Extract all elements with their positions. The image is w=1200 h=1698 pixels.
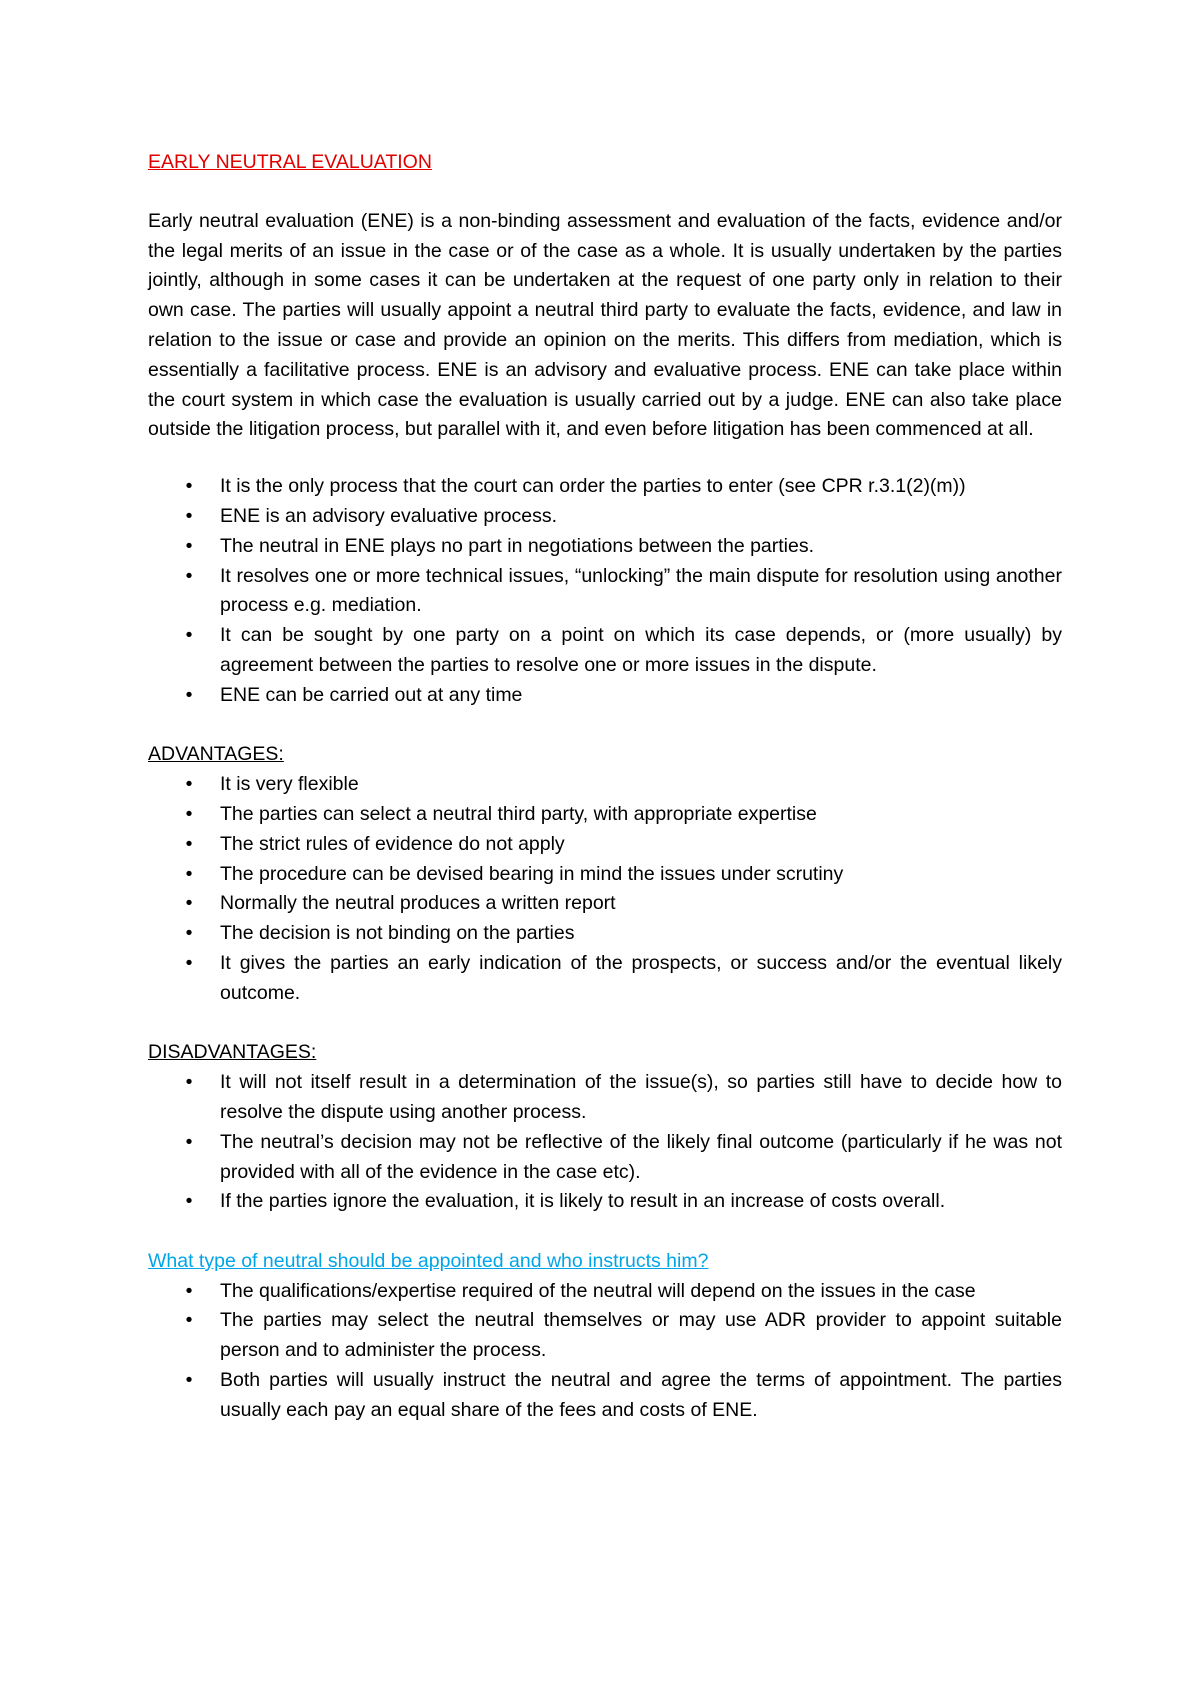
list-item [148,1128,1062,1188]
list-item-text: It gives the parties an early indication of the prospects, or success and/or the eventual likely outcome. [220,951,1062,1004]
advantages-list [148,770,1062,1008]
bullet-icon: • [185,1369,193,1392]
bullet-icon: • [185,1309,193,1332]
list-item-text: It will not itself result in a determination of the issue(s), so parties still have to decide how to resolve the dispute using another process. [220,1071,1062,1123]
list-item-text: The decision is not binding on the parties [220,922,575,945]
list-item [148,830,1062,860]
list-item [148,949,1062,1009]
list-item [148,621,1062,681]
bullet-icon: • [185,892,193,915]
bullet-icon: • [185,504,193,527]
list-item-text: It resolves one or more technical issues, “unlocking” the main dispute for resolution using another process e.g. mediation. [220,564,1062,617]
list-item-text: ENE can be carried out at any time [220,683,523,706]
disadvantages-list [148,1068,1062,1217]
appointment-heading-link[interactable]: What type of neutral should be appointed and who instructs him? [148,1249,709,1272]
list-item-text: The parties may select the neutral themselves or may use ADR provider to appoint suitable person and to administer the process. [220,1309,1062,1362]
main-points-list [148,472,1062,710]
list-item-text: ENE is an advisory evaluative process. [220,504,558,527]
advantages-heading: ADVANTAGES: [148,743,284,766]
bullet-icon: • [185,922,193,945]
bullet-icon: • [185,1190,193,1213]
spacer [148,1217,1062,1247]
bullet-icon: • [185,862,193,885]
list-item-text: If the parties ignore the evaluation, it is likely to result in an increase of costs overall. [220,1190,946,1213]
list-item-text: The procedure can be devised bearing in mind the issues under scrutiny [220,862,844,885]
list-item [148,1187,1062,1217]
bullet-icon: • [185,624,193,647]
bullet-icon: • [185,534,193,557]
spacer [148,1009,1062,1039]
list-item [148,1068,1062,1128]
list-item-text: Normally the neutral produces a written report [220,892,616,915]
list-item-text: Both parties will usually instruct the neutral and agree the terms of appointment. The parties usually each pay an equal share of the fees and costs of ENE. [220,1369,1062,1421]
list-item-text: It can be sought by one party on a point on which its case depends, or (more usually) by agreement between the parties to resolve one or more issues in the dispute. [220,624,1062,676]
list-item-text: The qualifications/expertise required of the neutral will depend on the issues in the case [220,1279,976,1302]
list-item [148,889,1062,919]
list-item [148,1306,1062,1366]
bullet-icon: • [185,1071,193,1094]
list-item [148,532,1062,562]
list-item [148,770,1062,800]
bullet-icon: • [185,475,193,498]
bullet-icon: • [185,802,193,825]
bullet-icon: • [185,564,193,587]
list-item-text: The strict rules of evidence do not apply [220,832,565,855]
list-item-text: It is very flexible [220,773,359,796]
bullet-icon: • [185,1130,193,1153]
intro-paragraph: Early neutral evaluation (ENE) is a non-binding assessment and evaluation of the facts, evidence and/or the legal merits of an issue in the case or of the case as a whole. It is usually undertaken by the parties jointly, although in some cases it can be undertaken at the request of one party only in relation to their own case. The parties will usually appoint a neutral third party to evaluate the facts, evidence, and law in relation to the issue or case and provide an opinion on the merits. This differs from mediation, which is essentially a facilitative process. ENE is an advisory and evaluative process. ENE can take place within the court system in which case the evaluation is usually carried out by a judge. ENE can also take place outside the litigation process, but parallel with it, and even before litigation has been commenced at all. [148,209,1062,441]
list-item [148,860,1062,890]
spacer [148,711,1062,741]
list-item [148,1277,1062,1307]
list-item [148,472,1062,502]
document-title: EARLY NEUTRAL EVALUATION [148,151,432,173]
list-item-text: It is the only process that the court can order the parties to enter (see CPR r.3.1(2)(m)) [220,475,966,498]
bullet-icon: • [185,683,193,706]
list-item [148,1366,1062,1426]
bullet-icon: • [185,1279,193,1302]
list-item [148,800,1062,830]
list-item [148,562,1062,622]
list-item [148,681,1062,711]
list-item [148,502,1062,532]
disadvantages-heading: DISADVANTAGES: [148,1041,317,1064]
list-item-text: The parties can select a neutral third party, with appropriate expertise [220,802,817,825]
bullet-icon: • [185,951,193,974]
bullet-icon: • [185,832,193,855]
bullet-icon: • [185,773,193,796]
list-item-text: The neutral’s decision may not be reflective of the likely final outcome (particularly if he was not provided with all of the evidence in the case etc). [220,1130,1062,1183]
list-item [148,919,1062,949]
appointment-list [148,1277,1062,1426]
list-item-text: The neutral in ENE plays no part in negotiations between the parties. [220,534,815,557]
